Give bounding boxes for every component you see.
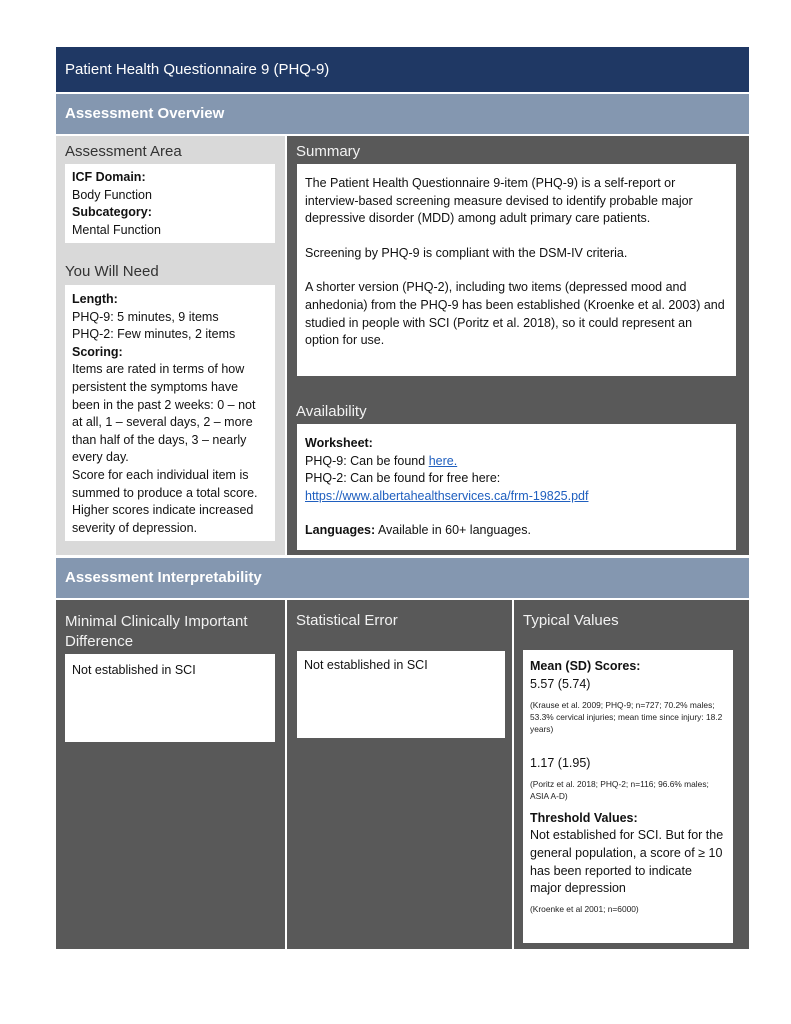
phq2-link[interactable]: https://www.albertahealthservices.ca/frm-19825.pdf [305, 488, 589, 503]
statistical-error-box [297, 651, 505, 738]
languages-line [305, 522, 728, 540]
typical-values-box [523, 650, 733, 943]
subcategory-value: Mental Function [72, 222, 161, 237]
section-header-interpretability: Assessment Interpretability [56, 558, 749, 598]
page-title: Patient Health Questionnaire 9 (PHQ-9) [56, 47, 749, 92]
summary-paragraph-3: A shorter version (PHQ-2), including two items (depressed mood and anhedonia) from the PHQ-9 has been established (Kroenke et al. 2003) and studied in people with SCI (Poritz et al. 2018), so it could represent an option for use. [305, 280, 725, 348]
threshold-text: Not established for SCI. But for the general population, a score of ≥ 10 has been reported to indicate major depression [530, 828, 724, 896]
assessment-area-box [65, 164, 275, 243]
subcategory-label: Subcategory: [72, 205, 152, 220]
statistical-error-heading: Statistical Error [296, 612, 398, 629]
summary-paragraph-1: The Patient Health Questionnaire 9-item (PHQ-9) is a self-report or interview-based screening measure devised to identify probable major depressive disorder (MDD) among adult primary care patients. [305, 176, 693, 226]
scoring-text-2: Score for each individual item is summed to produce a total score. Higher scores indicate increased severity of depression. [72, 467, 258, 535]
worksheet-label: Worksheet: [305, 436, 373, 450]
typical-values-heading: Typical Values [523, 612, 619, 629]
phq2-availability-text: PHQ-2: Can be found for free here: [305, 471, 501, 486]
summary-heading: Summary [296, 143, 361, 160]
reference-2: (Poritz et al. 2018; PHQ-2; n=116; 96.6% males; ASIA A-D) [530, 778, 709, 801]
threshold-label: Threshold Values: [530, 810, 638, 825]
summary-paragraph-2: Screening by PHQ-9 is compliant with the DSM-IV criteria. [305, 245, 628, 260]
reference-3: (Kroenke et al 2001; n=6000) [530, 903, 639, 914]
icf-domain-label: ICF Domain: [72, 170, 146, 184]
mcid-panel [56, 600, 285, 949]
mcid-heading: Minimal Clinically Important Difference [65, 613, 248, 650]
summary-box [297, 164, 736, 376]
scoring-label: Scoring: [72, 344, 123, 359]
assessment-area-heading: Assessment Area [65, 143, 182, 160]
phq9-availability-text: PHQ-9: Can be found [305, 453, 429, 468]
phq9-link[interactable]: here. [428, 453, 458, 468]
statistical-error-value: Not established in SCI [304, 658, 428, 672]
mean-value-1: 5.57 (5.74) [530, 676, 591, 691]
availability-heading: Availability [296, 403, 367, 420]
mean-sd-label: Mean (SD) Scores: [530, 659, 641, 673]
length-phq9: PHQ-9: 5 minutes, 9 items [72, 309, 219, 324]
scoring-text: Items are rated in terms of how persistent the symptoms have been in the past 2 weeks: 0 – not at all, 1 – several days, 2 – more than half of the days, 3 – nearly every day. [72, 362, 256, 465]
length-label: Length: [72, 292, 118, 306]
icf-domain-value: Body Function [72, 187, 152, 202]
section-header-overview: Assessment Overview [56, 94, 749, 134]
availability-box [297, 424, 736, 550]
languages-value: Available in 60+ languages. [375, 523, 531, 538]
mean-value-2: 1.17 (1.95) [530, 756, 591, 771]
you-will-need-box [65, 285, 275, 541]
phq9-availability [305, 453, 728, 471]
length-phq2: PHQ-2: Few minutes, 2 items [72, 327, 236, 342]
mcid-value: Not established in SCI [72, 663, 196, 677]
you-will-need-heading: You Will Need [65, 263, 159, 280]
mcid-box [65, 654, 275, 742]
languages-label: Languages: [305, 523, 376, 538]
reference-1: (Krause et al. 2009; PHQ-9; n=727; 70.2% males; 53.3% cervical injuries; mean time since injury: 18.2 years) [530, 700, 723, 735]
